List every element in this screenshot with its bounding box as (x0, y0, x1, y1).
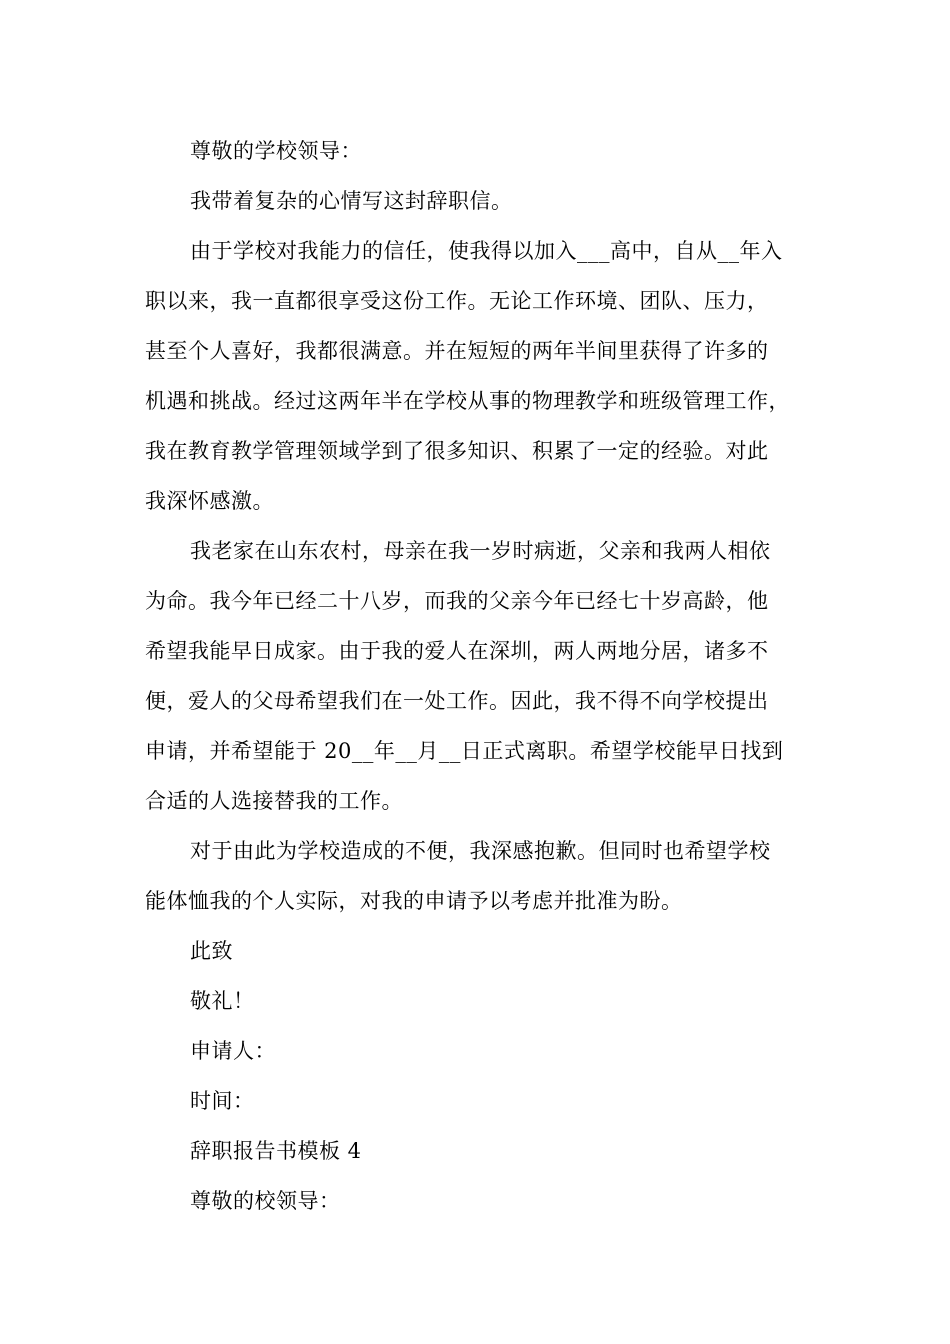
paragraph-1-line-5: 我在教育教学管理领域学到了很多知识、积累了一定的经验。对此 (145, 439, 769, 463)
paragraph-3-line-1: 对于由此为学校造成的不便，我深感抱歉。但同时也希望学校 (190, 839, 771, 863)
paragraph-3-line-2: 能体恤我的个人实际，对我的申请予以考虑并批准为盼。 (145, 889, 683, 913)
closing-cizhi: 此致 (190, 939, 233, 963)
paragraph-2-line-3: 希望我能早日成家。由于我的爱人在深圳，两人两地分居，诸多不 (145, 639, 769, 663)
opening-line: 我带着复杂的心情写这封辞职信。 (190, 189, 513, 213)
paragraph-1-line-2: 职以来，我一直都很享受这份工作。无论工作环境、团队、压力， (145, 289, 769, 313)
paragraph-1-line-4: 机遇和挑战。经过这两年半在学校从事的物理教学和班级管理工作， (145, 389, 790, 413)
paragraph-2-line-6: 合适的人选接替我的工作。 (145, 789, 403, 813)
salutation: 尊敬的学校领导： (190, 139, 362, 163)
paragraph-2-line-5: 申请，并希望能于 20__年__月__日正式离职。希望学校能早日找到 (145, 739, 784, 763)
date-label: 时间： (190, 1089, 255, 1113)
paragraph-1-line-3: 甚至个人喜好，我都很满意。并在短短的两年半间里获得了许多的 (145, 339, 769, 363)
paragraph-2-line-4: 便，爱人的父母希望我们在一处工作。因此，我不得不向学校提出 (145, 689, 769, 713)
paragraph-2-line-2: 为命。我今年已经二十八岁，而我的父亲今年已经七十岁高龄，他 (145, 589, 769, 613)
second-salutation: 尊敬的校领导： (190, 1189, 341, 1213)
section-heading: 辞职报告书模板 4 (190, 1139, 362, 1163)
paragraph-2-line-1: 我老家在山东农村，母亲在我一岁时病逝，父亲和我两人相依 (190, 539, 771, 563)
paragraph-1-line-6: 我深怀感激。 (145, 489, 274, 513)
paragraph-1-line-1: 由于学校对我能力的信任，使我得以加入___高中，自从__年入 (190, 239, 783, 263)
closing-jingli: 敬礼！ (190, 989, 255, 1013)
applicant-label: 申请人： (190, 1039, 276, 1063)
